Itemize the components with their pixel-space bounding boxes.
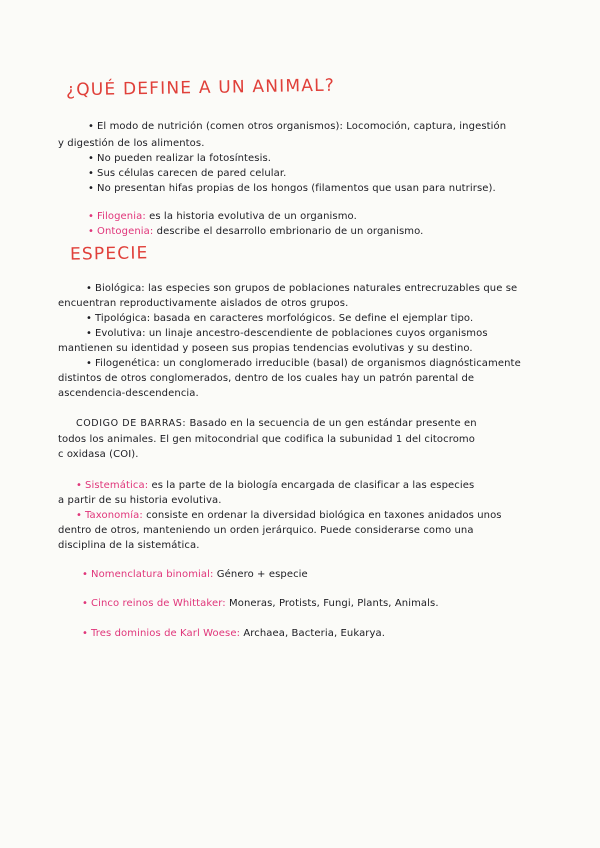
- bullet-icon: •: [86, 283, 92, 294]
- list-item-fotosintesis: • No pueden realizar la fotosíntesis.: [88, 153, 272, 164]
- term-ontogenia: Ontogenia:: [97, 226, 154, 237]
- concept-evolutiva-line-2: mantienen su identidad y poseen sus propias tendencias evolutivas y su destino.: [58, 343, 473, 354]
- term-nomenclatura: Nomenclatura binomial:: [91, 569, 214, 580]
- definition-nomenclatura: • Nomenclatura binomial: Género + especie: [82, 569, 308, 580]
- bullet-icon: •: [82, 598, 88, 609]
- bullet-icon: •: [76, 480, 82, 491]
- concept-biologica-line-2: encuentran reproductivamente aislados de otros grupos.: [58, 298, 349, 309]
- bullet-icon: •: [86, 328, 92, 339]
- section-title-animal: ¿QUÉ DEFINE A UN ANIMAL?: [65, 75, 336, 101]
- bullet-icon: •: [88, 211, 94, 222]
- term-taxonomia: Taxonomía:: [85, 510, 143, 521]
- bullet-icon: •: [88, 121, 94, 132]
- bullet-icon: •: [76, 510, 82, 521]
- definition-taxonomia-line-2: dentro de otros, manteniendo un orden jerárquico. Puede considerarse como una: [58, 525, 474, 536]
- barcode-line-2: todos los animales. El gen mitocondrial que codifica la subunidad 1 del citocromo: [58, 434, 475, 445]
- concept-filogenetica-line-1: • Filogenética: un conglomerado irreducible (basal) de organismos diagnósticamente: [86, 358, 521, 369]
- term-tres-dominios: Tres dominios de Karl Woese:: [91, 628, 241, 639]
- bullet-icon: •: [82, 569, 88, 580]
- concept-tipologica: • Tipológica: basada en caracteres morfológicos. Se define el ejemplar tipo.: [86, 313, 474, 324]
- definition-ontogenia: • Ontogenia: describe el desarrollo embrionario de un organismo.: [88, 226, 424, 237]
- barcode-line-1: CODIGO DE BARRAS: Basado en la secuencia de un gen estándar presente en: [76, 418, 477, 429]
- definition-sistematica-line-1: • Sistemática: es la parte de la biología encargada de clasificar a las especies: [76, 480, 475, 491]
- barcode-label: CODIGO DE BARRAS:: [76, 418, 187, 429]
- list-item-pared-celular: • Sus células carecen de pared celular.: [88, 168, 287, 179]
- concept-biologica-line-1: • Biológica: las especies son grupos de poblaciones naturales entrecruzables que se: [86, 283, 518, 294]
- list-item-hifas: • No presentan hifas propias de los hongos (filamentos que usan para nutrirse).: [88, 183, 496, 194]
- section-title-especie: ESPECIE: [69, 243, 149, 265]
- definition-taxonomia-line-1: • Taxonomía: consiste en ordenar la diversidad biológica en taxones anidados unos: [76, 510, 502, 521]
- concept-evolutiva-line-1: • Evolutiva: un linaje ancestro-descendiente de poblaciones cuyos organismos: [86, 328, 488, 339]
- definition-sistematica-line-2: a partir de su historia evolutiva.: [58, 495, 222, 506]
- definition-taxonomia-line-3: disciplina de la sistemática.: [58, 540, 200, 551]
- bullet-icon: •: [86, 358, 92, 369]
- bullet-icon: •: [86, 313, 92, 324]
- bullet-icon: •: [88, 226, 94, 237]
- definition-cinco-reinos: • Cinco reinos de Whittaker: Moneras, Protists, Fungi, Plants, Animals.: [82, 598, 439, 609]
- nutrition-line-1: • El modo de nutrición (comen otros organismos): Locomoción, captura, ingestión: [88, 121, 507, 132]
- nutrition-line-2: y digestión de los alimentos.: [58, 138, 205, 149]
- definition-tres-dominios: • Tres dominios de Karl Woese: Archaea, Bacteria, Eukarya.: [82, 628, 386, 639]
- bullet-icon: •: [88, 183, 94, 194]
- term-filogenia: Filogenia:: [97, 211, 146, 222]
- bullet-icon: •: [88, 153, 94, 164]
- bullet-icon: •: [88, 168, 94, 179]
- concept-filogenetica-line-2: distintos de otros conglomerados, dentro de los cuales hay un patrón parental de: [58, 373, 475, 384]
- term-sistematica: Sistemática:: [85, 480, 149, 491]
- definition-filogenia: • Filogenia: es la historia evolutiva de un organismo.: [88, 211, 357, 222]
- barcode-line-3: c oxidasa (COI).: [58, 449, 139, 460]
- concept-filogenetica-line-3: ascendencia-descendencia.: [58, 388, 199, 399]
- bullet-icon: •: [82, 628, 88, 639]
- term-cinco-reinos: Cinco reinos de Whittaker:: [91, 598, 226, 609]
